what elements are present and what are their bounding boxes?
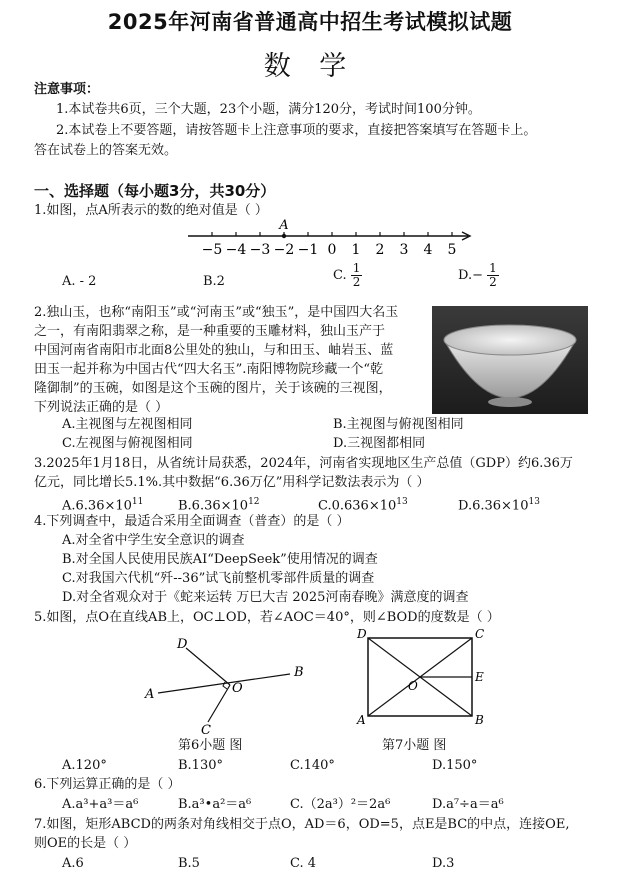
q5-option-a: A.120° — [62, 758, 107, 773]
fig6-label-c: C — [201, 723, 211, 738]
figure-6 — [140, 630, 320, 740]
q4-option-a: A.对全省中学生安全意识的调查 — [62, 533, 245, 548]
figure-7-caption: 第7小题 图 — [382, 738, 447, 753]
fig7-label-b: B — [475, 713, 484, 727]
number-line-tick-label: 0 — [327, 242, 337, 258]
q4-option-c: C.对我国六代机“歼--36”试飞前整机零部件质量的调查 — [62, 571, 375, 586]
fig6-label-o: O — [232, 681, 243, 696]
q7-option-c: C. 4 — [290, 856, 317, 871]
q6-option-d: D.a⁷÷a＝a⁶ — [432, 797, 504, 812]
fig7-label-o: O — [408, 679, 418, 693]
section-1-title: 一、选择题（每小题3分，共30分） — [34, 182, 276, 200]
note-item-1: 1.本试卷共6页，三个大题，23个小题，满分120分，考试时间100分钟。 — [56, 102, 481, 117]
q7-line-1: 7.如图，矩形ABCD的两条对角线相交于点O，AD＝6，OD=5，点E是BC的中点，连接OE, — [34, 817, 570, 832]
q4-stem: 4.下列调查中，最适合采用全面调查（普查）的是（ ） — [34, 514, 350, 529]
q1-option-d-fraction — [487, 262, 499, 289]
q3-option-a-exponent: 11 — [131, 497, 144, 507]
exam-title: 2025年河南省普通高中招生考试模拟试题 — [107, 10, 513, 34]
note-item-2: 2.本试卷上不要答题，请按答题卡上注意事项的要求，直接把答案填写在答题卡上。 — [56, 123, 537, 138]
q2-line-3: 中国河南省南阳市北面8公里处的独山，与和田玉、岫岩玉、蓝 — [34, 343, 394, 358]
subject-title: 数 学 — [263, 51, 357, 82]
q1-option-b: B.2 — [203, 274, 225, 289]
fig6-label-a: A — [145, 687, 155, 702]
q3-option-c-exponent: 13 — [396, 497, 408, 507]
q3-option-d-exponent: 13 — [528, 497, 540, 507]
number-line-tick-label: −4 — [225, 242, 247, 258]
number-line-tick-label: 3 — [399, 242, 409, 258]
q2-line-1: 2.独山玉，也称“南阳玉”或“河南玉”或“独玉”，是中国四大名玉 — [34, 305, 399, 320]
jade-bowl-photo — [432, 306, 588, 414]
q6-option-a: A.a³+a³＝a⁶ — [62, 797, 139, 812]
q3-line-2: 亿元，同比增长5.1%.其中数据“6.36万亿”用科学记数法表示为（ ） — [34, 475, 430, 490]
q2-stem — [34, 303, 398, 417]
q4-option-d: D.对全省观众对于《蛇来运转 万巳大吉 2025河南春晚》满意度的调查 — [62, 590, 469, 605]
ray-oc — [208, 685, 230, 722]
q7-option-b: B.5 — [178, 856, 200, 871]
q5-option-d: D.150° — [432, 758, 478, 773]
q4-option-b: B.对全国人民使用民族AI“DeepSeek”使用情况的调查 — [62, 552, 378, 567]
q1-option-d-prefix: D.− — [458, 268, 483, 283]
q7-option-d: D.3 — [432, 856, 455, 871]
q2-option-b: B.主视图与俯视图相同 — [333, 417, 464, 432]
q7-option-a: A.6 — [62, 856, 84, 871]
q3-option-b-exponent: 12 — [248, 497, 260, 507]
ray-od — [186, 648, 230, 685]
q5-stem: 5.如图，点O在直线AB上，OC⊥OD，若∠AOC＝40°，则∠BOD的度数是（ ） — [34, 610, 500, 625]
q2-option-a: A.主视图与左视图相同 — [62, 417, 193, 432]
point-a-marker — [282, 234, 286, 238]
fig7-label-d: D — [357, 627, 367, 641]
figure-7 — [352, 624, 492, 736]
q3-option-d — [458, 493, 540, 515]
number-line-tick-label: −3 — [249, 242, 271, 258]
fig7-label-e: E — [475, 670, 484, 684]
number-line-tick-label: 1 — [351, 242, 361, 258]
q2-line-5: 隆御制”的玉碗，如图是这个玉碗的图片，关于该碗的三视图， — [34, 381, 392, 396]
q2-line-6: 下列说法正确的是（ ） — [34, 400, 169, 415]
fig7-label-a: A — [357, 713, 366, 727]
q1-option-a: A. - 2 — [62, 274, 97, 289]
q7-line-2: 则OE的长是（ ） — [34, 836, 137, 851]
number-line-tick-label: −2 — [273, 242, 295, 258]
q1-option-d-denominator: 2 — [489, 275, 497, 289]
fig7-label-c: C — [475, 627, 485, 641]
number-line-tick-label: −1 — [297, 242, 319, 258]
q6-option-c: C.（2a³）²＝2a⁶ — [290, 797, 391, 812]
q6-stem: 6.下列运算正确的是（ ） — [34, 777, 181, 792]
number-line — [180, 214, 480, 262]
point-a-label: A — [279, 218, 289, 233]
notes-heading: 注意事项： — [34, 82, 100, 97]
q3-option-b-base: B.6.36×10 — [178, 498, 249, 514]
figure-6-caption: 第6小题 图 — [178, 738, 243, 753]
number-line-group — [188, 218, 470, 258]
q6-option-b: B.a³•a²＝a⁶ — [178, 797, 252, 812]
number-line-tick-label: 5 — [447, 242, 457, 258]
number-line-tick-label: 4 — [423, 242, 433, 258]
q5-option-c: C.140° — [290, 758, 335, 773]
q2-line-2: 之一，有南阳翡翠之称，是一种重要的玉雕材料，独山玉产于 — [34, 324, 386, 339]
q5-option-b: B.130° — [178, 758, 223, 773]
q1-option-d — [458, 262, 499, 289]
q3-option-c-base: C.0.636×10 — [318, 498, 397, 514]
q1-option-c-fraction — [351, 262, 363, 289]
q1-option-d-numerator: 1 — [489, 261, 497, 275]
number-line-tick-label: 2 — [375, 242, 385, 258]
q1-option-c — [333, 262, 362, 289]
q3-line-1: 3.2025年1月18日，从省统计局获悉，2024年，河南省实现地区生产总值（GDP）约6.36万 — [34, 456, 573, 471]
fig6-label-d: D — [177, 637, 188, 652]
q1-option-c-denominator: 2 — [352, 275, 361, 289]
note-item-2-cont: 答在试卷上的答案无效。 — [34, 143, 178, 158]
q1-option-c-numerator: 1 — [352, 261, 361, 275]
q2-line-4: 田玉一起并称为中国古代“四大名玉”.南阳博物院珍藏一个“乾 — [34, 362, 384, 377]
q3-option-d-base: D.6.36×10 — [458, 498, 529, 514]
fig6-label-b: B — [294, 665, 304, 680]
q1-stem: 1.如图，点A所表示的数的绝对值是（ ） — [34, 203, 268, 218]
q3-option-a-base: A.6.36×10 — [62, 498, 132, 514]
q2-option-d: D.三视图都相同 — [333, 436, 426, 451]
q2-option-c: C.左视图与俯视图相同 — [62, 436, 193, 451]
q1-option-c-prefix: C. — [333, 268, 347, 283]
number-line-tick-label: −5 — [201, 242, 223, 258]
